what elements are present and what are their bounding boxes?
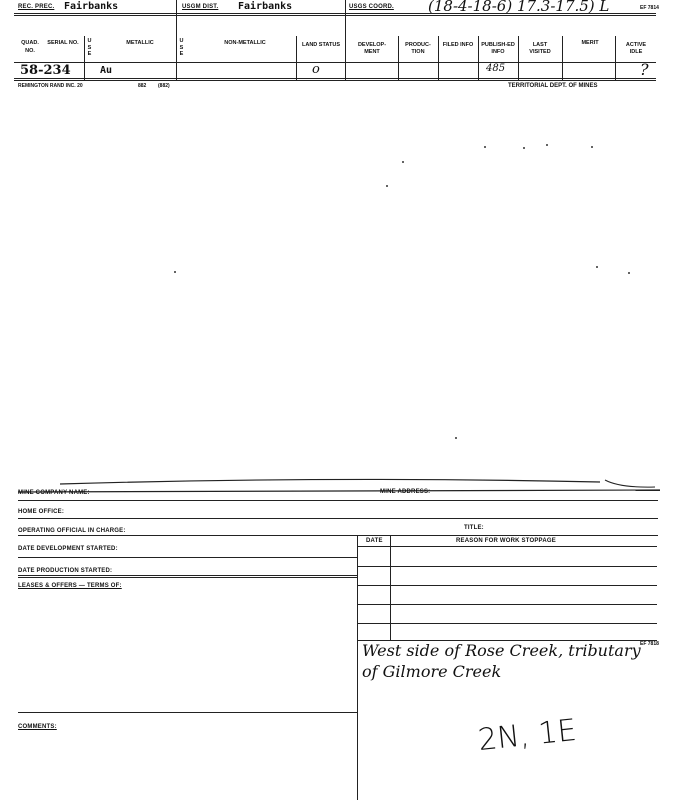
operating-official-label: OPERATING OFFICIAL IN CHARGE: — [18, 528, 126, 534]
hdr-no: NO. — [25, 48, 35, 54]
usgm-dist-value: Fairbanks — [238, 1, 293, 12]
form-code-bottom: EF 7818 — [640, 641, 659, 647]
hdr-last-visited: LAST VISITED — [529, 42, 551, 55]
reason-row-1 — [357, 566, 657, 567]
title-label: TITLE: — [464, 525, 484, 531]
form-code-top: EF 7814 — [640, 5, 659, 11]
col-div-9 — [562, 36, 563, 80]
land-status-value: o — [312, 62, 320, 77]
scan-speck — [546, 144, 548, 146]
scan-speck — [596, 266, 598, 268]
col-div-10 — [615, 36, 616, 80]
hdr-quad: QUAD. — [21, 40, 39, 46]
col-div-5 — [398, 36, 399, 80]
col-div-3 — [296, 36, 297, 80]
reason-label: REASON FOR WORK STOPPAGE — [456, 538, 556, 544]
rec-prec-label: REC. PREC. — [18, 4, 55, 10]
top-rule-5 — [14, 80, 656, 81]
rule-date-dev — [18, 557, 358, 558]
territorial-footer: TERRITORIAL DEPT. OF MINES — [508, 83, 598, 89]
reason-row-4 — [357, 623, 657, 624]
reason-row-2 — [357, 585, 657, 586]
remington-code: 882 — [138, 83, 147, 89]
rec-prec-value: Fairbanks — [64, 1, 119, 12]
hdr-serial: SERIAL NO. — [47, 40, 79, 46]
remington-footer: REMINGTON RAND INC. 20 — [18, 83, 83, 89]
hdr-non-metallic: NON-METALLIC — [224, 40, 266, 46]
metallic-value: Au — [100, 65, 113, 76]
mine-address-label: MINE ADDRESS: — [380, 489, 431, 495]
handwritten-line-1: West side of Rose Creek, tributary — [362, 641, 641, 660]
scan-speck — [523, 147, 525, 149]
rule-home — [18, 518, 658, 519]
hdr-use-nonmetallic: U S E — [179, 38, 184, 57]
col-div-2 — [176, 0, 177, 80]
scan-speck — [174, 271, 176, 273]
col-div-8 — [518, 36, 519, 80]
card-edge — [0, 470, 678, 500]
col-div-4 — [345, 0, 346, 80]
rule-date-header — [357, 546, 657, 547]
col-div-1 — [84, 36, 85, 80]
scan-speck — [591, 146, 593, 148]
active-idle-value: ? — [640, 60, 649, 79]
rule-date-prod — [18, 575, 358, 576]
scan-speck — [455, 437, 457, 439]
col-div-7 — [478, 36, 479, 80]
top-rule-3 — [14, 62, 656, 63]
scan-speck — [386, 185, 388, 187]
scan-speck — [484, 146, 486, 148]
date-col-divider-left — [357, 535, 358, 800]
handwritten-location: 2N, 1E — [476, 712, 579, 759]
hdr-development: DEVELOP-MENT — [357, 42, 387, 55]
hdr-production: PRODUC-TION — [405, 42, 431, 55]
scan-speck — [628, 272, 630, 274]
reason-row-3 — [357, 604, 657, 605]
usgs-coord-value: (18-4-18-6) 17.3-17.5) L — [428, 0, 610, 15]
usgs-coord-label: USGS COORD. — [349, 4, 394, 10]
published-info-value: 485 — [486, 63, 506, 74]
hdr-metallic: METALLIC — [126, 40, 154, 46]
hdr-merit: MERIT — [581, 40, 599, 46]
col-div-6 — [438, 36, 439, 80]
top-rule-4 — [14, 78, 656, 79]
hdr-active-idle: ACTIVE IDLE — [625, 42, 647, 55]
leases-label: LEASES & OFFERS — TERMS OF: — [18, 583, 122, 589]
usgm-dist-label: USGM DIST. — [182, 4, 219, 10]
date-col-divider — [390, 535, 391, 640]
home-office-label: HOME OFFICE: — [18, 509, 65, 515]
date-production-label: DATE PRODUCTION STARTED: — [18, 568, 113, 574]
rule-official — [18, 535, 658, 536]
rule-company — [18, 500, 658, 501]
scan-speck — [402, 161, 404, 163]
hdr-published-info: PUBLISH-ED INFO — [481, 42, 515, 55]
hdr-filed-info: FILED INFO — [442, 42, 474, 48]
hdr-land-status: LAND STATUS — [302, 42, 340, 48]
rule-date-prod-2 — [18, 577, 358, 578]
rule-comments — [18, 712, 358, 713]
date-development-label: DATE DEVELOPMENT STARTED: — [18, 546, 118, 552]
top-rule-1 — [14, 13, 656, 14]
hdr-use-metallic: U S E — [87, 38, 92, 57]
top-rule-2 — [14, 15, 656, 16]
handwritten-line-2: of Gilmore Creek — [362, 662, 502, 681]
comments-label: COMMENTS: — [18, 724, 57, 730]
date-col-label: DATE — [366, 538, 383, 544]
quad-serial-value: 58-234 — [20, 63, 71, 78]
mine-company-label: MINE COMPANY NAME: — [18, 490, 90, 496]
remington-code-2: (882) — [158, 83, 170, 89]
